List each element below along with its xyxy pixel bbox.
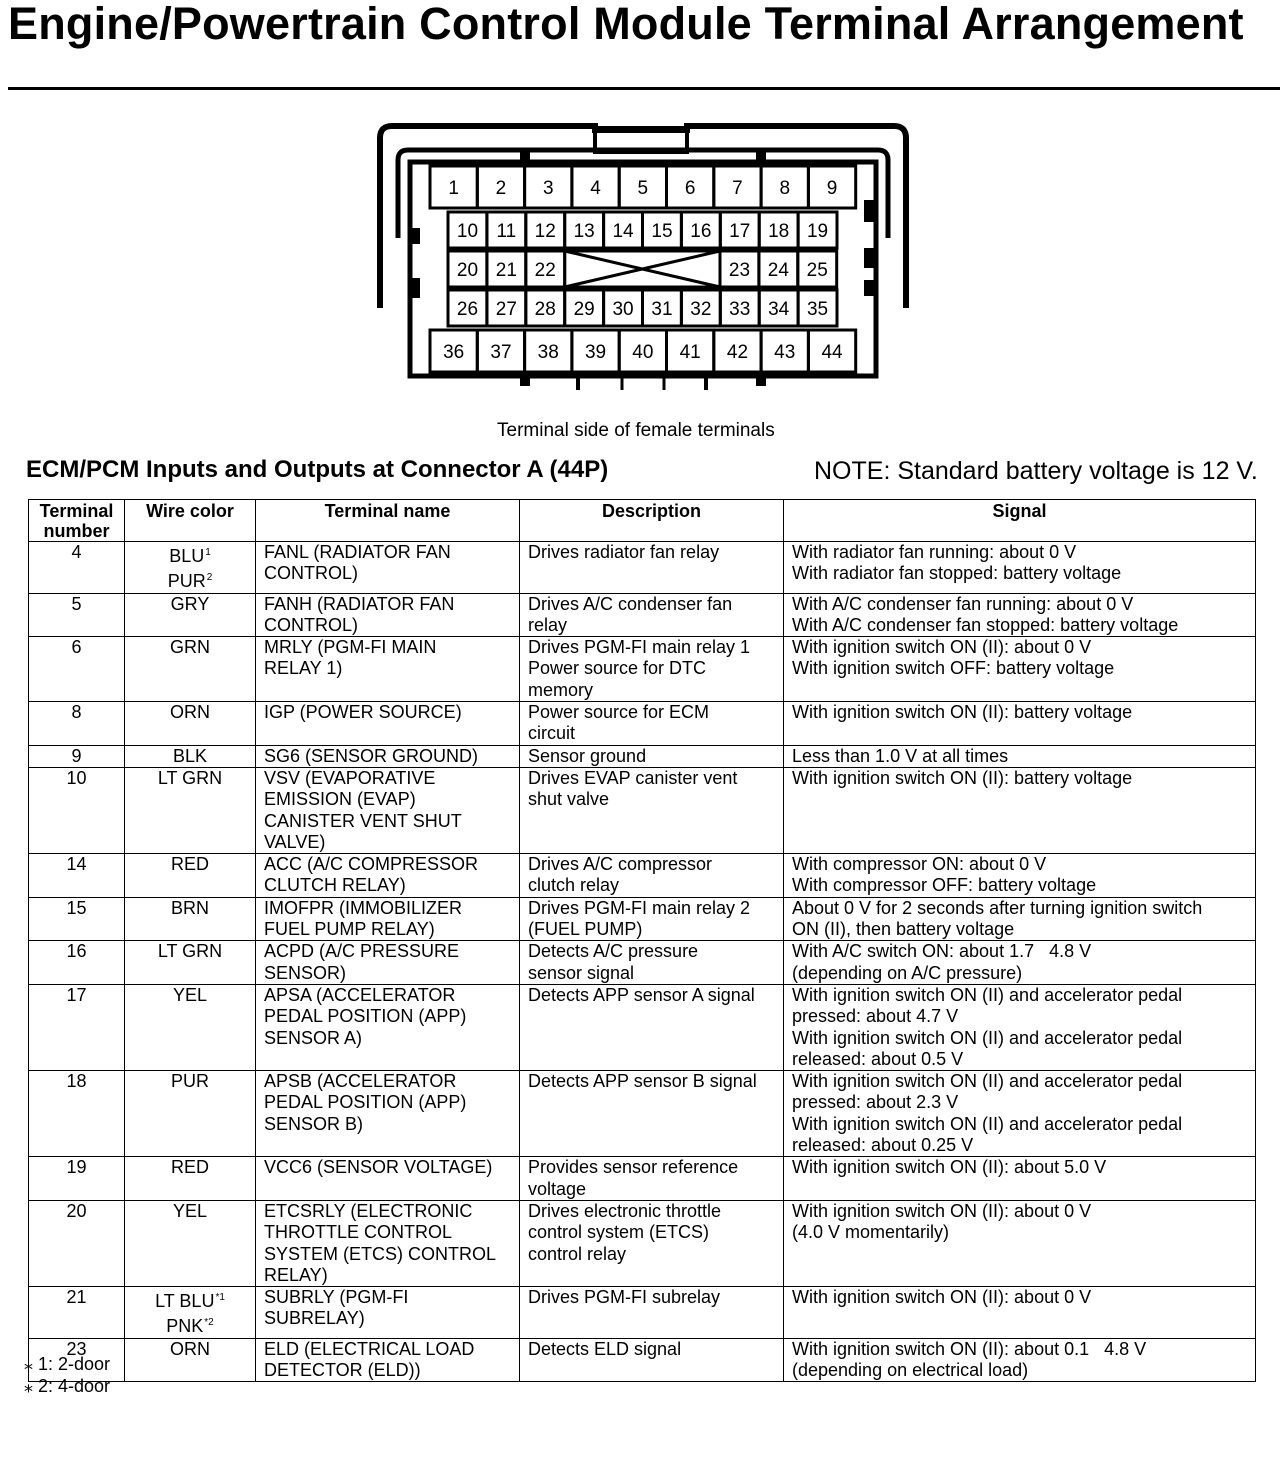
pin-number: 24: [767, 260, 789, 281]
pin-number: 22: [534, 260, 556, 281]
wire-color-cell: LT GRN: [125, 767, 256, 853]
terminal-table-wrap: [28, 499, 1256, 1382]
pin-number: 17: [729, 221, 751, 242]
pin-number: 29: [573, 299, 595, 320]
pin-number: 12: [534, 221, 556, 242]
signal-cell: With ignition switch ON (II): about 0.1 4.8 V (depending on electrical load): [784, 1338, 1256, 1382]
description-cell: Drives radiator fan relay: [520, 542, 784, 594]
terminal-number-cell: 17: [29, 984, 125, 1070]
wire-color-cell: ORN: [125, 702, 256, 746]
table-row: [29, 941, 1256, 985]
wire-color-cell: BRN: [125, 897, 256, 941]
terminal-number-cell: 19: [29, 1157, 125, 1201]
header-description: Description: [520, 500, 784, 542]
pin-number: 16: [690, 221, 712, 242]
terminal-number-cell: 21: [29, 1287, 125, 1339]
table-header-row: [29, 500, 1256, 542]
wire-color-cell: YEL: [125, 984, 256, 1070]
pin-number: 1: [448, 178, 459, 199]
pin-number: 3: [542, 178, 554, 199]
terminal-name-cell: VSV (EVAPORATIVE EMISSION (EVAP) CANISTER VENT SHUT VALVE): [256, 767, 520, 853]
description-cell: Detects APP sensor A signal: [520, 984, 784, 1070]
pin-number: 30: [612, 299, 634, 320]
wire-color-cell: GRY: [125, 593, 256, 637]
table-row: [29, 702, 1256, 746]
signal-cell: Less than 1.0 V at all times: [784, 745, 1256, 767]
table-row: [29, 1200, 1256, 1286]
header-terminal-number: Terminal number: [29, 500, 125, 542]
signal-cell: About 0 V for 2 seconds after turning ignition switch ON (II), then battery voltage: [784, 897, 1256, 941]
wire-color-cell: ORN: [125, 1338, 256, 1382]
header-wire-color: Wire color: [125, 500, 256, 542]
table-row: [29, 542, 1256, 594]
connector-diagram: [370, 118, 916, 390]
connector-key-right-3: [864, 280, 876, 296]
terminal-number-cell: 16: [29, 941, 125, 985]
description-cell: Drives PGM-FI subrelay: [520, 1287, 784, 1339]
terminal-name-cell: SUBRLY (PGM-FI SUBRELAY): [256, 1287, 520, 1339]
pin-number: 5: [637, 178, 649, 199]
pin-number: 31: [651, 299, 673, 320]
pin-number: 11: [496, 221, 517, 242]
wire-color-cell: YEL: [125, 1200, 256, 1286]
description-cell: Detects APP sensor B signal: [520, 1071, 784, 1157]
table-row: [29, 1071, 1256, 1157]
pin-number: 27: [495, 299, 517, 320]
pin-number: 6: [684, 178, 696, 199]
pin-number: 44: [821, 342, 843, 363]
table-row: [29, 593, 1256, 637]
pin-number: 18: [768, 221, 790, 242]
table-row: [29, 897, 1256, 941]
footnote-marker: *2: [204, 1317, 214, 1329]
pin-number: 41: [679, 342, 701, 363]
signal-cell: With ignition switch ON (II): about 0 V: [784, 1287, 1256, 1339]
table-row: [29, 745, 1256, 767]
header-signal: Signal: [784, 500, 1256, 542]
pin-number: 20: [456, 260, 479, 281]
wire-color-cell: LT GRN: [125, 941, 256, 985]
terminal-name-cell: ACPD (A/C PRESSURE SENSOR): [256, 941, 520, 985]
pin-number: 32: [690, 299, 712, 320]
terminal-number-cell: 23: [29, 1338, 125, 1382]
terminal-name-cell: FANL (RADIATOR FAN CONTROL): [256, 542, 520, 594]
wire-color-cell: PUR: [125, 1071, 256, 1157]
footnote-marker: 1: [205, 547, 211, 558]
section-title: ECM/PCM Inputs and Outputs at Connector A (44P): [26, 456, 609, 483]
signal-cell: With ignition switch ON (II): about 0 V (4.0 V momentarily): [784, 1200, 1256, 1286]
terminal-number-cell: 9: [29, 745, 125, 767]
pin-number: 10: [456, 221, 479, 242]
terminal-number-cell: 14: [29, 854, 125, 898]
pin-number: 15: [651, 221, 673, 242]
pin-number: 35: [806, 299, 829, 320]
description-cell: Drives PGM-FI main relay 1 Power source for DTC memory: [520, 637, 784, 702]
signal-cell: With ignition switch ON (II): battery voltage: [784, 767, 1256, 853]
connector-notch-top-right: [756, 152, 766, 164]
description-cell: Drives electronic throttle control system (ETCS) control relay: [520, 1200, 784, 1286]
signal-cell: With ignition switch ON (II): battery voltage: [784, 702, 1256, 746]
pin-number: 40: [632, 342, 654, 363]
pin-number: 36: [443, 342, 465, 363]
pin-number: 21: [495, 260, 517, 281]
description-cell: Drives PGM-FI main relay 2 (FUEL PUMP): [520, 897, 784, 941]
connector-notch-bottom-right: [756, 374, 766, 386]
signal-cell: With compressor ON: about 0 V With compressor OFF: battery voltage: [784, 854, 1256, 898]
description-cell: Detects A/C pressure sensor signal: [520, 941, 784, 985]
pin-number: 2: [495, 178, 507, 199]
wire-color-cell: LT BLU$^{*1}$ PNK$^{*2}$: [125, 1287, 256, 1339]
pin-number: 9: [826, 178, 838, 199]
page-title: Engine/Powertrain Control Module Terminal Arrangement: [8, 0, 1244, 49]
terminal-table: [28, 499, 1256, 1382]
description-cell: Power source for ECM circuit: [520, 702, 784, 746]
footnote-2: ⁎ 2: 4-door: [24, 1375, 111, 1396]
terminal-name-cell: IGP (POWER SOURCE): [256, 702, 520, 746]
footnotes: [24, 1354, 110, 1397]
terminal-name-cell: FANH (RADIATOR FAN CONTROL): [256, 593, 520, 637]
footnote-1: ⁎ 1: 2-door: [24, 1354, 111, 1374]
description-cell: Provides sensor reference voltage: [520, 1157, 784, 1201]
pin-number: 4: [590, 178, 601, 199]
description-cell: Drives A/C condenser fan relay: [520, 593, 784, 637]
footnote-marker: 2: [206, 572, 213, 584]
connector-key-right-1: [864, 200, 876, 222]
table-row: [29, 637, 1256, 702]
table-row: [29, 1338, 1256, 1382]
connector-key-left-2: [410, 278, 420, 298]
pin-number: 39: [584, 342, 607, 363]
description-cell: Drives EVAP canister vent shut valve: [520, 767, 784, 853]
terminal-name-cell: APSB (ACCELERATOR PEDAL POSITION (APP) SENSOR B): [256, 1071, 520, 1157]
title-divider: [8, 87, 1280, 90]
pin-number: 34: [768, 299, 790, 320]
table-row: [29, 767, 1256, 853]
wire-color-cell: BLK: [125, 745, 256, 767]
pin-number: 13: [573, 221, 595, 242]
header-terminal-name: Terminal name: [256, 500, 520, 542]
pin-number: 19: [806, 221, 829, 242]
terminal-number-cell: 20: [29, 1200, 125, 1286]
signal-cell: With A/C condenser fan running: about 0 V With A/C condenser fan stopped: battery voltage: [784, 593, 1256, 637]
table-row: [29, 854, 1256, 898]
table-body: [29, 542, 1256, 1382]
connector-notch-bottom-left: [520, 374, 530, 386]
connector-notch-top-left: [520, 152, 530, 164]
terminal-number-cell: 15: [29, 897, 125, 941]
signal-cell: With radiator fan running: about 0 V With radiator fan stopped: battery voltage: [784, 542, 1256, 594]
connector-key-left-1: [410, 228, 420, 244]
pin-number: 26: [456, 299, 479, 320]
pin-number: 43: [774, 342, 796, 363]
description-cell: Sensor ground: [520, 745, 784, 767]
table-row: [29, 1287, 1256, 1339]
pin-number: 37: [490, 342, 512, 363]
terminal-name-cell: ELD (ELECTRICAL LOAD DETECTOR (ELD)): [256, 1338, 520, 1382]
terminal-name-cell: MRLY (PGM-FI MAIN RELAY 1): [256, 637, 520, 702]
pin-number: 8: [779, 178, 791, 199]
terminal-number-cell: 8: [29, 702, 125, 746]
terminal-number-cell: 5: [29, 593, 125, 637]
description-cell: Detects ELD signal: [520, 1338, 784, 1382]
connector-key-right-2: [864, 248, 876, 268]
pin-number: 38: [537, 342, 559, 363]
pin-number: 28: [534, 299, 556, 320]
signal-cell: With ignition switch ON (II): about 5.0 V: [784, 1157, 1256, 1201]
voltage-note: NOTE: Standard battery voltage is 12 V.: [814, 457, 1258, 485]
wire-color-cell: RED: [125, 854, 256, 898]
terminal-number-cell: 6: [29, 637, 125, 702]
terminal-name-cell: VCC6 (SENSOR VOLTAGE): [256, 1157, 520, 1201]
table-row: [29, 984, 1256, 1070]
terminal-name-cell: ETCSRLY (ELECTRONIC THROTTLE CONTROL SYSTEM (ETCS) CONTROL RELAY): [256, 1200, 520, 1286]
pin-number: 33: [729, 299, 751, 320]
wire-color-cell: RED: [125, 1157, 256, 1201]
pin-number: 14: [612, 221, 634, 242]
pin-number: 23: [728, 260, 751, 281]
pin-number: 42: [726, 342, 749, 363]
blank-pin-area: [565, 251, 720, 287]
signal-cell: With ignition switch ON (II) and accelerator pedal pressed: about 2.3 V With ignition switch ON (II) and accelerator pedal released: about 0.25 V: [784, 1071, 1256, 1157]
terminal-number-cell: 10: [29, 767, 125, 853]
pin-number: 25: [806, 260, 828, 281]
signal-cell: With ignition switch ON (II): about 0 V With ignition switch OFF: battery voltage: [784, 637, 1256, 702]
wire-color-cell: GRN: [125, 637, 256, 702]
signal-cell: With ignition switch ON (II) and accelerator pedal pressed: about 4.7 V With ignition switch ON (II) and accelerator pedal released: about 0.5 V: [784, 984, 1256, 1070]
wire-color-cell: BLU$^1$ PUR$^2$: [125, 542, 256, 594]
footnote-marker: *1: [215, 1292, 225, 1304]
terminal-name-cell: APSA (ACCELERATOR PEDAL POSITION (APP) SENSOR A): [256, 984, 520, 1070]
terminal-number-cell: 4: [29, 542, 125, 594]
terminal-name-cell: IMOFPR (IMMOBILIZER FUEL PUMP RELAY): [256, 897, 520, 941]
terminal-name-cell: SG6 (SENSOR GROUND): [256, 745, 520, 767]
signal-cell: With A/C switch ON: about 1.7 4.8 V (depending on A/C pressure): [784, 941, 1256, 985]
pin-number: 7: [732, 178, 743, 199]
terminal-number-cell: 18: [29, 1071, 125, 1157]
connector-caption: Terminal side of female terminals: [497, 420, 775, 441]
table-row: [29, 1157, 1256, 1201]
terminal-name-cell: ACC (A/C COMPRESSOR CLUTCH RELAY): [256, 854, 520, 898]
description-cell: Drives A/C compressor clutch relay: [520, 854, 784, 898]
